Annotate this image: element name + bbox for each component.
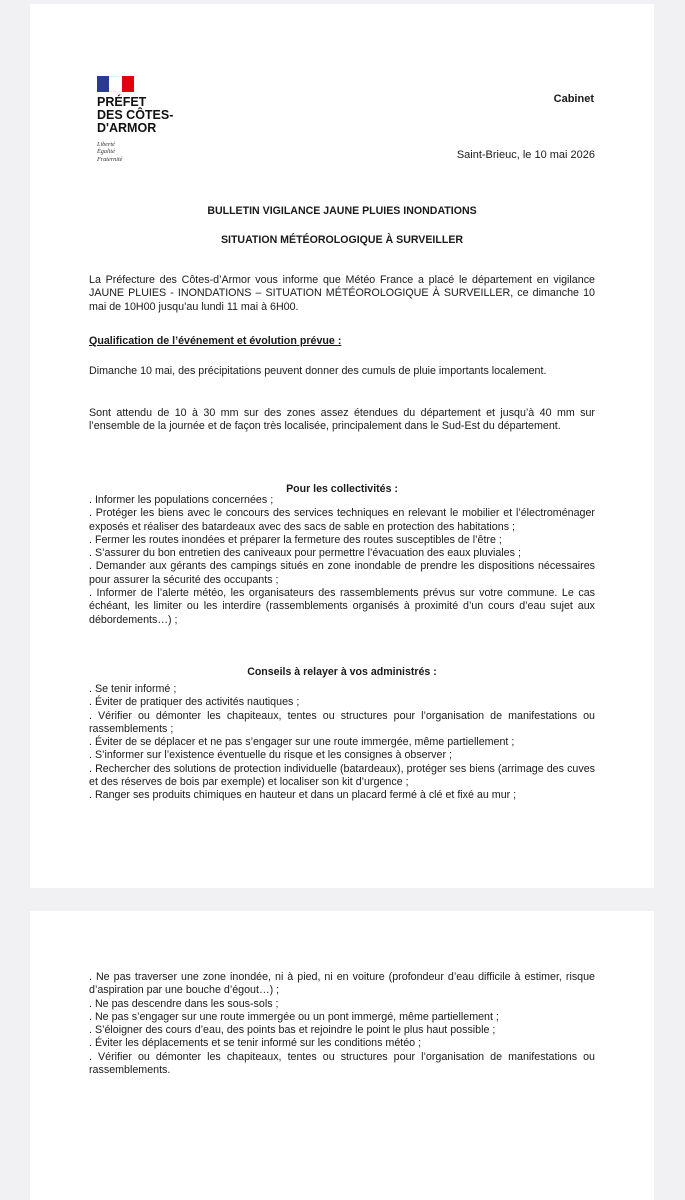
list-item: . Se tenir informé ; bbox=[89, 683, 177, 695]
republic-motto bbox=[97, 141, 227, 163]
prefecture-name-line: DES CÔTES- bbox=[97, 108, 174, 122]
document-page-1 bbox=[30, 4, 654, 888]
list-item: . Protéger les biens avec le concours des services techniques en relevant le mobilier et l’électroménager exposés et réaliser des batardeaux avec des sacs de sable en protection des habitations ; bbox=[89, 507, 595, 533]
collectivites-heading: Pour les collectivités : bbox=[286, 483, 398, 495]
prefecture-logo bbox=[97, 76, 227, 163]
list-item: . S’assurer du bon entretien des caniveaux pour permettre l’évacuation des eaux pluviales ; bbox=[89, 547, 521, 560]
list-item: . Informer les populations concernées ; bbox=[89, 494, 274, 506]
list-item: . Éviter les déplacements et se tenir informé sur les conditions météo ; bbox=[89, 1037, 422, 1050]
situation-title: SITUATION MÉTÉOROLOGIQUE À SURVEILLER bbox=[220, 234, 464, 246]
rainfall-paragraph: Sont attendu de 10 à 30 mm sur des zones assez étendues du département et jusqu’à 40 mm sur l’ensemble de la journée et de façon très localisée, principalement dans le Sud-Est du département. bbox=[89, 407, 595, 433]
list-item: . Rechercher des solutions de protection individuelle (batardeaux), protéger ses biens (arrimage des cuves et des réserves de bois par exemple) et localiser son kit d’urgence ; bbox=[89, 762, 595, 789]
list-item: . Vérifier ou démonter les chapiteaux, tentes ou structures pour l’organisation de manifestations ou rassemblements ; bbox=[89, 709, 595, 735]
prefecture-name bbox=[97, 96, 227, 135]
qualification-heading: Qualification de l’événement et évolution prévue : bbox=[89, 335, 342, 347]
dimanche-paragraph: Dimanche 10 mai, des précipitations peuvent donner des cumuls de pluie importants localement. bbox=[89, 365, 547, 377]
intro-paragraph: La Préfecture des Côtes-d’Armor vous informe que Météo France a placé le département en vigilance JAUNE PLUIES - INONDATIONS – SITUATION MÉTÉOROLOGIQUE À SURVEILLER, ce dimanche 10 mai de 10H00 jusqu’au lundi 11 mai à 6H00. bbox=[89, 274, 595, 313]
dateline: Saint-Brieuc, le 10 mai 2026 bbox=[456, 149, 595, 161]
french-flag-icon bbox=[97, 76, 134, 92]
prefecture-name-line: PRÉFET bbox=[97, 95, 147, 109]
motto-line: Fraternité bbox=[97, 155, 123, 163]
conseils-heading: Conseils à relayer à vos administrés : bbox=[247, 666, 437, 678]
list-item: . Ne pas s’engager sur une route immergée ou un pont immergé, même partiellement ; bbox=[89, 1010, 499, 1023]
conseils-list-continued bbox=[89, 971, 595, 1077]
collectivites-list bbox=[89, 494, 595, 627]
bulletin-title: BULLETIN VIGILANCE JAUNE PLUIES INONDATIONS bbox=[207, 205, 477, 217]
prefecture-name-line: D'ARMOR bbox=[97, 121, 157, 135]
list-item: . Vérifier ou démonter les chapiteaux, tentes ou structures pour l’organisation de manifestations ou rassemblements. bbox=[89, 1050, 595, 1077]
list-item: . Informer de l’alerte météo, les organisateurs des rassemblements prévus sur votre commune. Le cas échéant, les limiter ou les interdire (rassemblements organisés à proximité d’un cours d’eau sujet aux débordements…) ; bbox=[89, 587, 595, 626]
list-item: . Ne pas descendre dans les sous-sols ; bbox=[89, 997, 279, 1010]
list-item: . Éviter de se déplacer et ne pas s’engager sur une route immergée, même partiellement ; bbox=[89, 736, 515, 749]
list-item: . Éviter de pratiquer des activités nautiques ; bbox=[89, 696, 300, 709]
list-item: . Demander aux gérants des campings situés en zone inondable de prendre les dispositions nécessaires pour assurer la sécurité des occupants ; bbox=[89, 560, 595, 586]
office-name: Cabinet bbox=[553, 93, 594, 105]
list-item: . Ranger ses produits chimiques en hauteur et dans un placard fermé à clé et fixé au mur ; bbox=[89, 789, 517, 802]
list-item: . S’éloigner des cours d’eau, des points bas et rejoindre le point le plus haut possible ; bbox=[89, 1024, 496, 1037]
list-item: . Ne pas traverser une zone inondée, ni à pied, ni en voiture (profondeur d’eau difficile à estimer, risque d’aspiration par une bouche d’égout…) ; bbox=[89, 971, 595, 997]
motto-line: Égalité bbox=[97, 148, 115, 156]
list-item: . Fermer les routes inondées et préparer la fermeture des routes susceptibles de l’être ; bbox=[89, 533, 502, 546]
list-item: . S’informer sur l’existence éventuelle du risque et les consignes à observer ; bbox=[89, 749, 452, 762]
conseils-list bbox=[89, 683, 595, 803]
motto-line: Liberté bbox=[97, 141, 115, 148]
